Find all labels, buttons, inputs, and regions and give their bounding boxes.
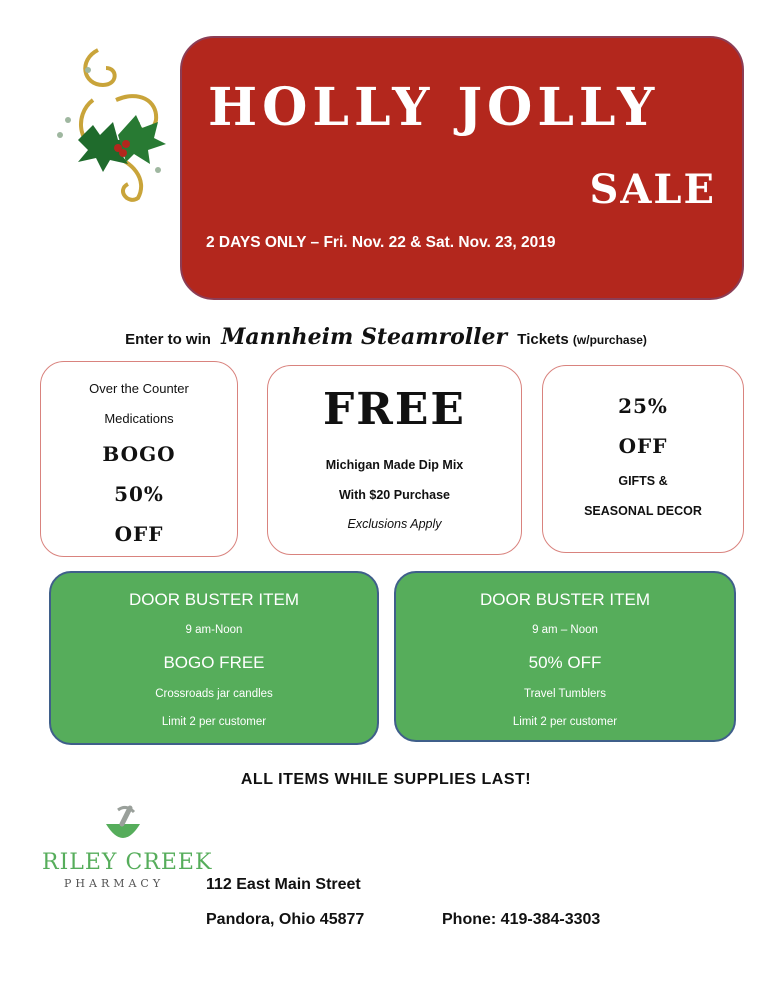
- promo-1-line1: Over the Counter: [89, 381, 189, 396]
- promo-1-line5: OFF: [114, 522, 164, 546]
- banner-sale: SALE: [589, 166, 716, 213]
- enter-prefix: Enter to win: [125, 331, 211, 348]
- mortar-pestle-icon: [100, 804, 146, 848]
- store-phone: Phone: 419-384-3303: [442, 911, 601, 928]
- buster-1-heading: DOOR BUSTER ITEM: [128, 590, 299, 609]
- holly-icon: [38, 40, 178, 205]
- enter-suffix: Tickets: [517, 331, 569, 348]
- buster-1-item: Crossroads jar candles: [155, 688, 273, 700]
- promo-2-headline: FREE: [323, 384, 466, 435]
- store-city: Pandora, Ohio 45877: [206, 911, 365, 928]
- buster-2-limit: Limit 2 per customer: [512, 716, 618, 728]
- promo-1-line4: 50%: [114, 482, 164, 506]
- promo-2-line1: Michigan Made Dip Mix: [325, 458, 464, 472]
- enter-note: (w/purchase): [572, 333, 647, 347]
- promo-free-dip-mix: [267, 365, 522, 555]
- buster-2-deal: 50% OFF: [528, 653, 602, 672]
- enter-to-win-line: [0, 324, 772, 350]
- buster-2-item: Travel Tumblers: [523, 688, 606, 700]
- promo-gifts-decor: [542, 365, 744, 553]
- buster-2-heading: DOOR BUSTER ITEM: [479, 590, 650, 609]
- banner-dates: 2 DAYS ONLY – Fri. Nov. 22 & Sat. Nov. 23, 2019: [206, 234, 556, 251]
- door-buster-candles: [49, 571, 379, 745]
- promo-3-line3: GIFTS &: [618, 474, 668, 488]
- enter-brand: Mannheim Steamroller: [221, 324, 508, 350]
- buster-1-deal: BOGO FREE: [163, 653, 265, 672]
- promo-3-line2: OFF: [618, 434, 668, 458]
- promo-2-line2: With $20 Purchase: [338, 488, 451, 502]
- promo-otc-medications: [40, 361, 238, 557]
- buster-2-time: 9 am – Noon: [532, 624, 598, 636]
- buster-1-time: 9 am-Noon: [185, 624, 243, 636]
- door-buster-tumblers: [394, 571, 736, 742]
- promo-1-line3: BOGO: [102, 442, 176, 466]
- promo-2-line3: Exclusions Apply: [347, 517, 442, 531]
- buster-1-limit: Limit 2 per customer: [161, 716, 267, 728]
- sale-banner: [180, 36, 744, 300]
- banner-title: HOLLY JOLLY: [208, 77, 660, 138]
- store-address: 112 East Main Street: [206, 876, 361, 893]
- store-logo-subtitle: PHARMACY: [64, 877, 165, 890]
- promo-1-line2: Medications: [104, 411, 174, 426]
- supplies-note: ALL ITEMS WHILE SUPPLIES LAST!: [240, 771, 532, 788]
- promo-3-line1: 25%: [618, 394, 668, 418]
- store-logo-name: RILEY CREEK: [42, 850, 213, 875]
- promo-3-line4: SEASONAL DECOR: [584, 504, 702, 518]
